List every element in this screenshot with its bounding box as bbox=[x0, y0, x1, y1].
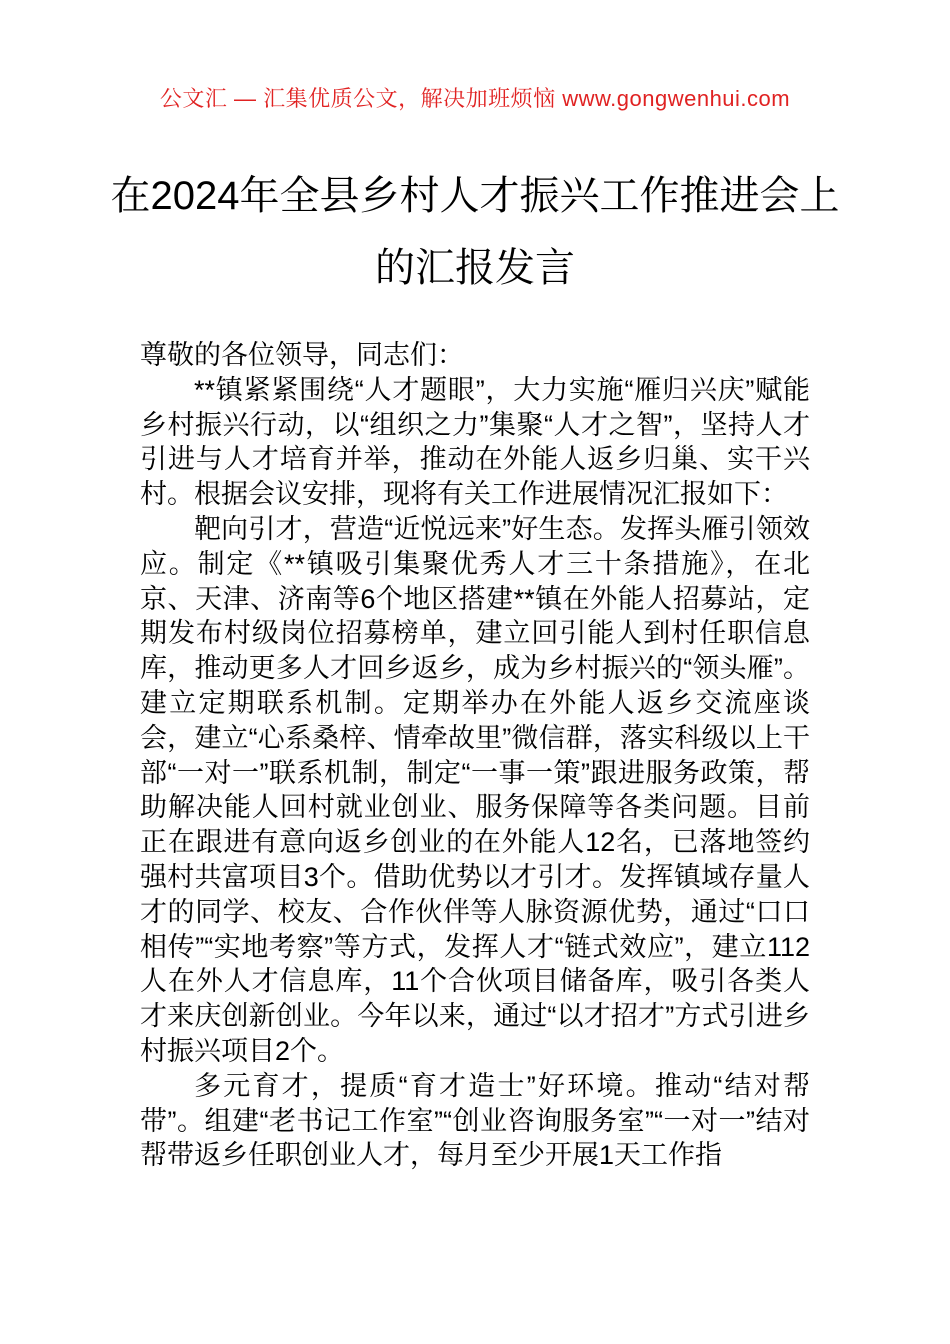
body-paragraph: 靶向引才，营造“近悦远来”好生态。发挥头雁引领效应。制定《**镇吸引集聚优秀人才三十条措施》，在北京、天津、济南等6个地区搭建**镇在外能人招募站，定期发布村级岗位招募榜单，建立回引能人到村任职信息库，推动更多人才回乡返乡，成为乡村振兴的“领头雁”。建立定期联系机制。定期举办在外能人返乡交流座谈会，建立“心系桑梓、情牵故里”微信群，落实科级以上干部“一对一”联系机制，制定“一事一策”跟进服务政策，帮助解决能人回村就业创业、服务保障等各类问题。目前正在跟进有意向返乡创业的在外能人12名，已落地签约强村共富项目3个。借助优势以才引才。发挥镇域存量人才的同学、校友、合作伙伴等人脉资源优势，通过“口口相传”“实地考察”等方式，发挥人才“链式效应”，建立112人在外人才信息库，11个合伙项目储备库，吸引各类人才来庆创新创业。今年以来，通过“以才招才”方式引进乡村振兴项目2个。 bbox=[140, 513, 810, 1066]
body-paragraph: **镇紧紧围绕“人才题眼”，大力实施“雁归兴庆”赋能乡村振兴行动，以“组织之力”集聚“人才之智”，坚持人才引进与人才培育并举，推动在外能人返乡归巢、实干兴村。根据会议安排，现将有关工作进展情况汇报如下： bbox=[140, 374, 810, 510]
document-title bbox=[0, 160, 950, 304]
body-paragraph: 多元育才，提质“育才造士”好环境。推动“结对帮带”。组建“老书记工作室”“创业咨询服务室”“一对一”结对帮带返乡任职创业人才，每月至少开展1天工作指 bbox=[140, 1070, 810, 1171]
document-body bbox=[140, 338, 810, 1173]
document-title-line-1: 在2024年全县乡村人才振兴工作推进会上 bbox=[110, 174, 840, 218]
salutation-paragraph: 尊敬的各位领导，同志们： bbox=[140, 340, 464, 370]
document-title-line-2: 的汇报发言 bbox=[375, 246, 575, 290]
site-banner: 公文汇 — 汇集优质公文，解决加班烦恼 www.gongwenhui.com bbox=[159, 86, 791, 111]
